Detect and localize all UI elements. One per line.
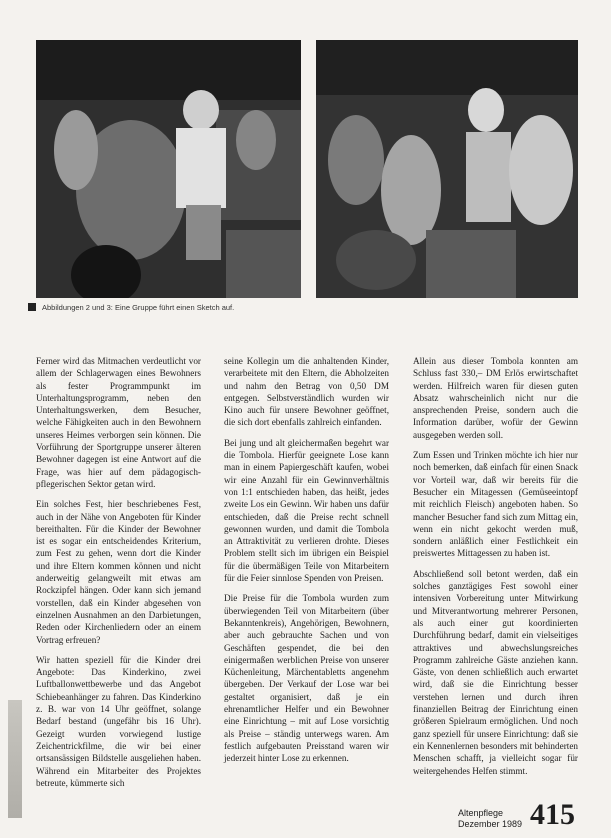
- magazine-name: Altenpflege: [457, 808, 503, 818]
- article-column-1: [36, 355, 201, 797]
- photo-sketch-right: [316, 40, 578, 298]
- photo-caption: [28, 303, 328, 312]
- magazine-issue: Dezember 1989: [457, 819, 522, 829]
- paragraph: seine Kollegin um die anhaltenden Kinder, verarbeitete mit den Eltern, die Abholzeiten und nahm den Betrag von 0,50 DM entgegen. Selbstverständlich wurden wir Kino auch für unsere Bewohner geöffnet, die sich dort ebenfalls zahlreich einfanden.: [224, 356, 389, 428]
- page-edge-strip: [8, 700, 22, 818]
- photo-sketch-left: [36, 40, 301, 298]
- magazine-info: [458, 808, 522, 830]
- caption-text: Abbildungen 2 und 3: Eine Gruppe führt einen Sketch auf.: [42, 303, 235, 312]
- paragraph: Ferner wird das Mitmachen verdeutlicht vor allem der Schlagerwagen eines Bewohners als fester Programmpunkt im Unterhaltungsprogramm, neben den Unterhaltungswerken, dem Besucher, welche Fähigkeiten auch in den Bewohnern unseres Heimes verborgen sein können. Die Vorführung der Sportgruppe unserer älteren Bewohner dagegen ist eine Antwort auf die Frage, was hier auf dem pädagogisch-pflegerischen Sektor getan wird.: [36, 356, 201, 489]
- page-number: 415: [530, 798, 575, 831]
- page-footer: [458, 800, 575, 830]
- article-column-2: [224, 355, 389, 773]
- paragraph: Zum Essen und Trinken möchte ich hier nur noch bemerken, daß einfach für einen Snack vor Vorteil war, daß wir bereits für die Besucher ein Mitagessen (Gemüseeintopf mit reichlich Fleisch) angeboten haben. So mancher Besucher fand sich zum Mittag ein, wenn ein nicht gekocht werden muß, sondern anläßlich einer Festlichkeit ein preiswertes Mittagessen zu haben ist.: [413, 450, 578, 559]
- paragraph: Wir hatten speziell für die Kinder drei Angebote: Das Kinderkino, zwei Luftballonwettbewerbe und das Angebot Schiebeanhänger zu fahren. Das Kinderkino z. B. war von 14 Uhr geöffnet, solange Bedarf bestand (ungefähr bis 16 Uhr). Gezeigt wurden vorwiegend lustige Zeichentrickfilme, die wir bei einer ortsansässigen Bildstelle ausgeliehen haben. Während ein Mitarbeiter des Projektes betreute, kümmerte sich: [36, 654, 201, 788]
- caption-marker-icon: [28, 303, 36, 311]
- paragraph: Allein aus dieser Tombola konnten am Schluss fast 330,– DM Erlös erwirtschaftet werden. Hilfreich waren für diesen guten Absatz wahrscheinlich nicht nur die ansprechenden Preise, sondern auch die Information darüber, wofür der Gewinn ausgegeben werden soll.: [413, 356, 578, 440]
- paragraph: Abschließend soll betont werden, daß ein solches ganztägiges Fest sowohl einer intensiven Vorbereitung unter Mitwirkung und Mitverantwortung mehrerer Personen, als auch einer gut koordinierten Durchführung bedarf, damit ein vielseitiges attraktives und abwechslungsreiches Programm zahlreiche Gäste anziehen kann. Gäste, von denen schließlich auch erwartet wird, daß sie die Einrichtung besser verstehen lernen und durch ihren finanziellen Beitrag der Einrichtung einen größeren Spielraum ermöglichen. Und noch ganz speziell für unsere Einrichtung: daß sie ein Kennenlernen besonders mit behinderten Menschen schafft, ja vielleicht sogar für weitergehendes Helfen stimmt.: [413, 568, 578, 776]
- paragraph: Bei jung und alt gleichermaßen begehrt war die Tombola. Hierfür geeignete Lose kann man in einem Papiergeschäft kaufen, wobei wir eine Anzahl für ein Gewinnverhältnis von 1:1 entschieden haben, das heißt, jedes zweite Los ein Gewinn. Wir haben uns dafür entschieden, daß die Preise recht schnell gewonnen wurden, und damit die Tombola an Attraktivität zu verlieren drohte. Dieses Problem stellt sich im übrigen ein Beispiel für die übermäßigen Teile von Mitarbeitern für die Feier sinnlose Spenden von Preisen.: [224, 437, 389, 584]
- paragraph: Ein solches Fest, hier beschriebenes Fest, auch in der Nähe von Angeboten für Kinder bereithalten. Für die Kinder der Bewohner ist es sogar ein entscheidendes Kriterium, zum Fest zu gehen, wenn dort die Kinder und ihre Eltern kommen können und nicht anderweitig gelangweilt mit etwas am Rockzipfel hängen. Oder kann sich jemand vorstellen, daß ein Kinder abgesehen von einzelnen Ausnahmen an den Darbietungen, Reden oder Kirchenliedern oder an einem Vortrag erfreuen?: [36, 499, 201, 645]
- article-column-3: [413, 355, 578, 785]
- paragraph: Die Preise für die Tombola wurden zum überwiegenden Teil von Mitarbeitern (über Bekanntenkreis), Angehörigen, Bewohnern, aber auch gebrauchte Sachen und von Geschäften gespendet, die bei den einigermaßen werblichen Preise von unserer Küchenleitung, Märchentabletts angenehm übergeben. Der Verkauf der Lose war bei gestaltet organisiert, daß je ein ehrenamtlicher Helfer und ein Bewohner eine Einrichtung – mit auf Lose vorsichtig als Preise – ständig unterwegs waren. Am festlich aufgebauten Preisstand waren wir jederzeit hinter Lose zu erkennen.: [224, 593, 389, 764]
